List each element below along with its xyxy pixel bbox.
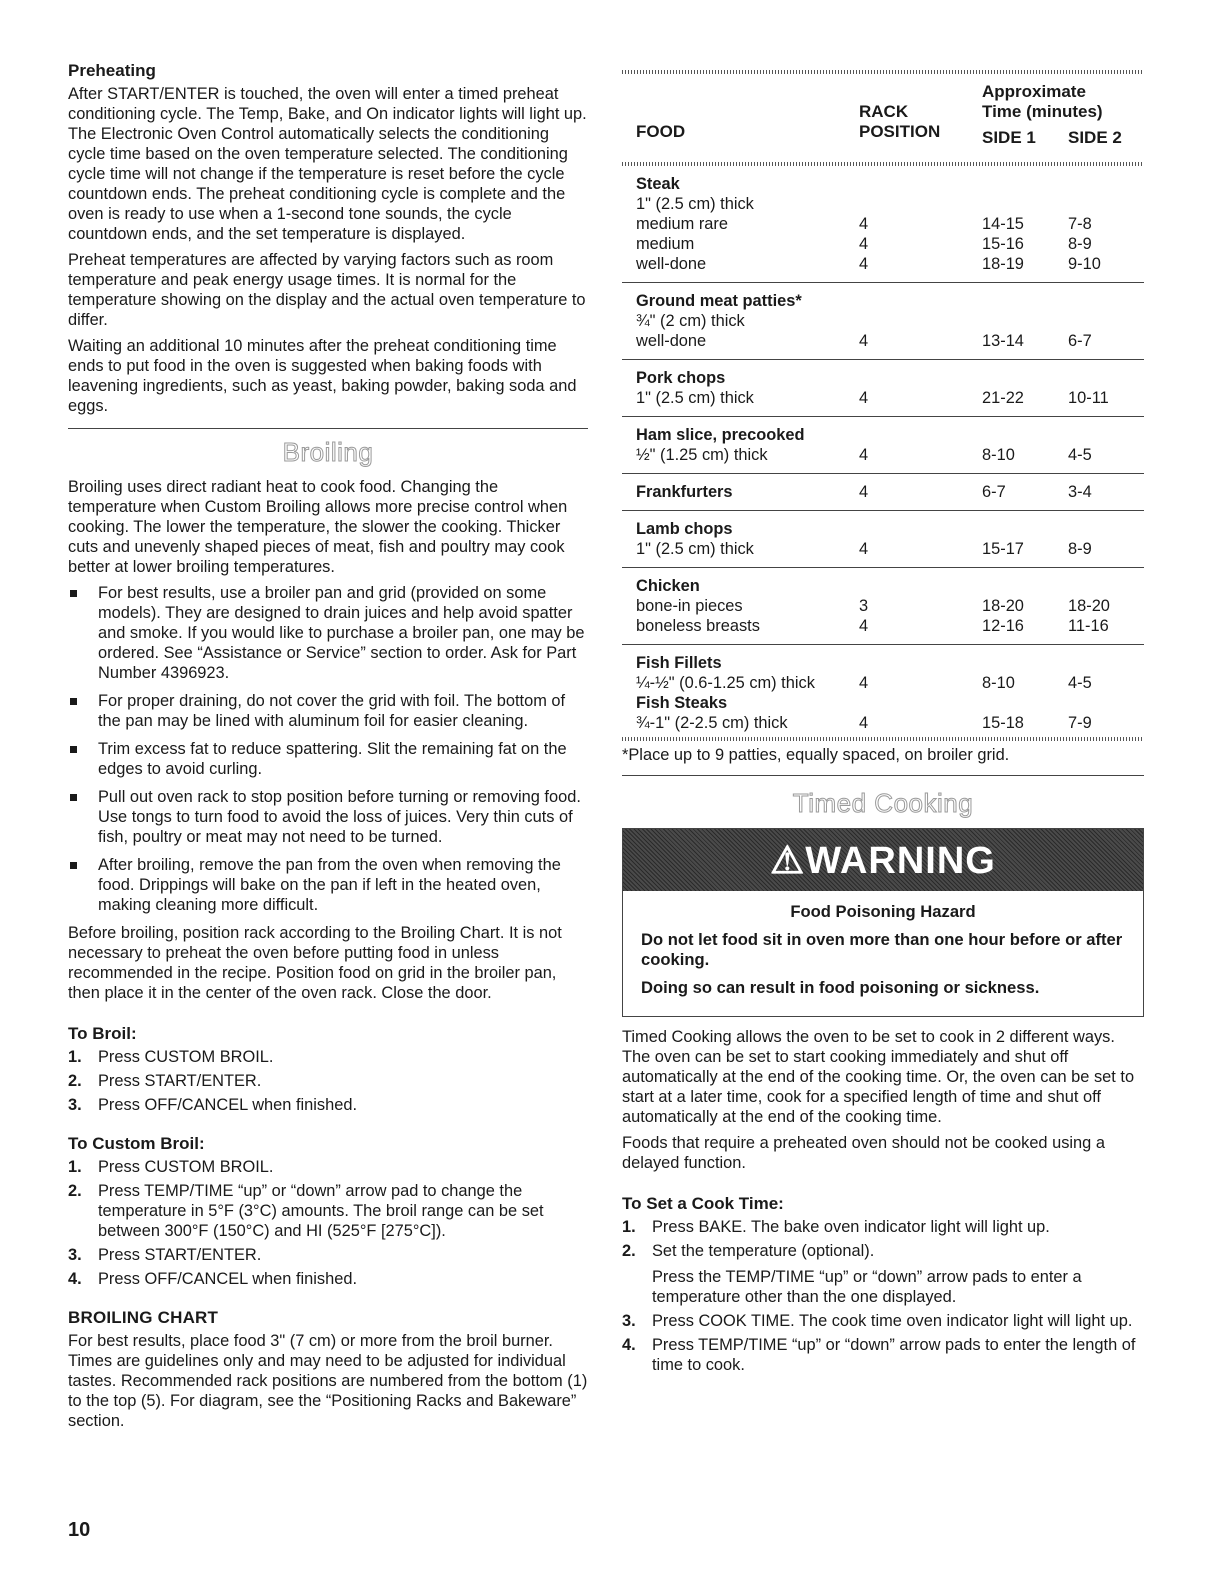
side1-cell: 12-16 <box>982 617 1024 635</box>
warning-line-2: Doing so can result in food poisoning or sickness. <box>641 978 1040 997</box>
side2-cell: 7-8 <box>1068 215 1092 233</box>
header-time-minutes: Time (minutes) <box>982 102 1103 121</box>
side1-cell: 8-10 <box>982 674 1015 692</box>
step-item <box>68 1047 588 1067</box>
step-text: Press TEMP/TIME “up” or “down” arrow pads to enter the length of time to cook. <box>652 1336 1136 1374</box>
food-cell: Lamb chops <box>636 520 733 538</box>
table-row <box>622 596 1144 616</box>
food-cell: Ground meat patties* <box>636 292 802 310</box>
list-item: For best results, use a broiler pan and grid (provided on some models). They are designed to drain juices and help avoid spatter and smoke. If you would like to purchase a broiler pan, one may be ordered. See “Assistance or Service” section to order. Ask for Part Number 4396923. <box>68 583 588 683</box>
set-cook-time-heading: To Set a Cook Time: <box>622 1194 784 1213</box>
food-cell: well-done <box>636 332 707 350</box>
food-cell: bone-in pieces <box>636 597 743 615</box>
side2-cell: 7-9 <box>1068 714 1092 732</box>
step-number: 2. <box>68 1182 82 1200</box>
table-row <box>622 653 1144 673</box>
food-cell: Pork chops <box>636 369 726 387</box>
table-row <box>622 713 1144 733</box>
preheating-paragraph-2: Preheat temperatures are affected by varying factors such as room temperature and peak energy usage times. It is normal for the temperature showing on the display and the actual oven temperature to differ. <box>68 251 586 329</box>
step-text: Press BAKE. The bake oven indicator light will light up. <box>652 1218 1050 1236</box>
step-number: 2. <box>622 1242 636 1260</box>
rack-cell: 4 <box>859 617 869 635</box>
preheating-paragraph-1: After START/ENTER is touched, the oven will enter a timed preheat conditioning cycle. The Temp, Bake, and On indicator lights will light up. The Electronic Oven Control automatically selects the conditioning cycle time based on the oven temperature selected. The conditioning cycle time will not change if the temperature is reset before the cycle countdown ends. The preheat conditioning cycle is complete and the oven is ready to use when a 1-second tone sounds, the cycle countdown ends, and the set temperature is displayed. <box>68 85 587 243</box>
broiling-table <box>622 70 1144 776</box>
side1-cell: 8-10 <box>982 446 1015 464</box>
step-item <box>622 1241 1144 1307</box>
table-row-group <box>622 166 1144 283</box>
side2-cell: 6-7 <box>1068 332 1092 350</box>
page-number: 10 <box>68 1519 91 1541</box>
side1-cell: 14-15 <box>982 215 1024 233</box>
side1-cell: 18-19 <box>982 255 1024 273</box>
food-cell: Fish Steaks <box>636 694 728 712</box>
timed-paragraph-2: Foods that require a preheated oven should not be cooked using a delayed function. <box>622 1134 1105 1172</box>
rack-cell: 4 <box>859 540 869 558</box>
table-row <box>622 254 1144 274</box>
food-cell: ¼-½" (0.6-1.25 cm) thick <box>636 674 815 692</box>
broiling-intro: Broiling uses direct radiant heat to cook food. Changing the temperature when Custom Broiling allows more precise control when cooking. The lower the temperature, the slower the cooking. Thicker cuts and unevenly shaped pieces of meat, fish and poultry may cook better at lower broiling temperatures. <box>68 478 568 576</box>
header-rack: RACK <box>859 102 909 121</box>
broiling-title: Broiling <box>282 437 374 467</box>
table-row <box>622 482 1144 502</box>
side2-cell: 4-5 <box>1068 674 1092 692</box>
step-text: Press TEMP/TIME “up” or “down” arrow pad to change the temperature in 5°F (3°C) amounts. The broil range can be set between 300°F (150°C) and HI (525°F [275°C]). <box>98 1182 544 1240</box>
food-cell: 1" (2.5 cm) thick <box>636 195 754 213</box>
header-side-2: SIDE 2 <box>1068 128 1122 147</box>
table-row <box>622 291 1144 311</box>
step-text: Press CUSTOM BROIL. <box>98 1158 274 1176</box>
food-cell: Chicken <box>636 577 700 595</box>
rack-cell: 3 <box>859 597 869 615</box>
food-cell: boneless breasts <box>636 617 760 635</box>
step-number: 1. <box>622 1218 636 1236</box>
step-text: Press OFF/CANCEL when finished. <box>98 1096 358 1114</box>
table-row-group <box>622 568 1144 645</box>
rack-cell: 4 <box>859 674 869 692</box>
side2-cell: 11-16 <box>1068 617 1109 635</box>
side2-cell: 18-20 <box>1068 597 1110 615</box>
step-item <box>68 1095 588 1115</box>
step-number: 4. <box>68 1270 82 1288</box>
step-text: Press START/ENTER. <box>98 1072 262 1090</box>
step-item <box>622 1311 1144 1331</box>
food-cell: Frankfurters <box>636 483 733 501</box>
side1-cell: 18-20 <box>982 597 1024 615</box>
header-approximate: Approximate <box>982 82 1086 101</box>
warning-line-1: Do not let food sit in oven more than one hour before or after cooking. <box>641 930 1123 969</box>
side1-cell: 13-14 <box>982 332 1024 350</box>
table-row <box>622 616 1144 636</box>
rack-cell: 4 <box>859 215 869 233</box>
side1-cell: 15-16 <box>982 235 1024 253</box>
table-body <box>622 166 1144 737</box>
food-cell: Fish Fillets <box>636 654 722 672</box>
timed-paragraph-1: Timed Cooking allows the oven to be set to cook in 2 different ways. The oven can be set to start cooking immediately and shut off automatically at the end of the cooking time. Or, the oven can be set to start at a later time, cook for a specified length of time and shut off automatically at the end of the cooking time. <box>622 1028 1135 1126</box>
side1-cell: 15-17 <box>982 540 1024 558</box>
step-subtext: Press the TEMP/TIME “up” or “down” arrow pads to enter a temperature other than the one displayed. <box>652 1268 1082 1306</box>
preheating-paragraph-3: Waiting an additional 10 minutes after the preheat conditioning time ends to put food in the oven is suggested when baking foods with leavening ingredients, such as yeast, baking powder, baking soda and eggs. <box>68 337 577 415</box>
left-column <box>68 60 588 1437</box>
to-custom-broil-heading: To Custom Broil: <box>68 1134 205 1153</box>
food-cell: Steak <box>636 175 680 193</box>
rack-cell: 4 <box>859 235 869 253</box>
table-row <box>622 214 1144 234</box>
list-item: For proper draining, do not cover the grid with foil. The bottom of the pan may be lined with aluminum foil for easier cleaning. <box>68 691 588 731</box>
rack-cell: 4 <box>859 483 869 501</box>
header-food: FOOD <box>636 122 686 141</box>
table-row-group <box>622 474 1144 511</box>
food-cell: medium <box>636 235 695 253</box>
warning-box <box>622 828 1144 1017</box>
food-cell: 1" (2.5 cm) thick <box>636 389 754 407</box>
step-item <box>68 1181 588 1241</box>
food-cell: medium rare <box>636 215 728 233</box>
step-number: 2. <box>68 1072 82 1090</box>
food-cell: 1" (2.5 cm) thick <box>636 540 754 558</box>
broiling-chart-heading: BROILING CHART <box>68 1308 219 1327</box>
side1-cell: 21-22 <box>982 389 1024 407</box>
step-item <box>68 1157 588 1177</box>
warning-title: Food Poisoning Hazard <box>790 902 976 921</box>
table-row <box>622 576 1144 596</box>
step-text: Press START/ENTER. <box>98 1246 262 1264</box>
list-item: Trim excess fat to reduce spattering. Slit the remaining fat on the edges to avoid curling. <box>68 739 588 779</box>
timed-cooking-title: Timed Cooking <box>792 788 974 818</box>
table-row <box>622 673 1144 693</box>
food-cell: well-done <box>636 255 707 273</box>
table-row <box>622 234 1144 254</box>
header-side-1: SIDE 1 <box>982 128 1036 147</box>
food-cell: ¾" (2 cm) thick <box>636 312 745 330</box>
divider <box>68 428 588 429</box>
to-broil-heading: To Broil: <box>68 1024 137 1043</box>
food-cell: ¾-1" (2-2.5 cm) thick <box>636 714 788 732</box>
side2-cell: 8-9 <box>1068 540 1092 558</box>
warning-label: ⚠WARNING <box>770 839 996 882</box>
step-item <box>68 1245 588 1265</box>
step-text: Press OFF/CANCEL when finished. <box>98 1270 358 1288</box>
rack-cell: 4 <box>859 389 869 407</box>
table-row <box>622 388 1144 408</box>
step-text: Press CUSTOM BROIL. <box>98 1048 274 1066</box>
side1-cell: 15-18 <box>982 714 1024 732</box>
table-row-group <box>622 511 1144 568</box>
table-row <box>622 519 1144 539</box>
side2-cell: 4-5 <box>1068 446 1092 464</box>
step-number: 1. <box>68 1158 82 1176</box>
table-row <box>622 194 1144 214</box>
table-row <box>622 693 1144 713</box>
step-item <box>68 1071 588 1091</box>
divider <box>622 775 1144 776</box>
step-text: Set the temperature (optional). <box>652 1242 875 1260</box>
step-item <box>68 1269 588 1289</box>
header-position: POSITION <box>859 122 941 141</box>
food-cell: ½" (1.25 cm) thick <box>636 446 768 464</box>
preheating-heading: Preheating <box>68 61 156 80</box>
table-row <box>622 539 1144 559</box>
side2-cell: 8-9 <box>1068 235 1092 253</box>
step-number: 3. <box>622 1312 636 1330</box>
broiling-before-paragraph: Before broiling, position rack according to the Broiling Chart. It is not necessary to preheat the oven before putting food in unless recommended in the recipe. Position food on grid in the broiler pan, then place it in the center of the oven rack. Close the door. <box>68 924 562 1002</box>
step-item <box>622 1335 1144 1375</box>
table-row <box>622 368 1144 388</box>
table-row <box>622 311 1144 331</box>
to-broil-steps <box>68 1047 588 1115</box>
table-header <box>622 74 1144 162</box>
table-bottom-border <box>622 737 1144 741</box>
table-row-group <box>622 283 1144 360</box>
table-row-group <box>622 360 1144 417</box>
rack-cell: 4 <box>859 332 869 350</box>
food-cell: Ham slice, precooked <box>636 426 805 444</box>
side2-cell: 9-10 <box>1068 255 1101 273</box>
table-row-group <box>622 645 1144 737</box>
broiling-chart-text: For best results, place food 3" (7 cm) or more from the broil burner. Times are guidelines only and may need to be adjusted for individual tastes. Recommended rack positions are numbered from the bottom (1) to the top (5). For diagram, see the “Positioning Racks and Bakeware” section. <box>68 1332 588 1430</box>
side2-cell: 3-4 <box>1068 483 1092 501</box>
table-row-group <box>622 417 1144 474</box>
step-number: 1. <box>68 1048 82 1066</box>
to-custom-broil-steps <box>68 1157 588 1289</box>
broiling-tips-list <box>68 583 588 915</box>
table-row <box>622 425 1144 445</box>
step-text: Press COOK TIME. The cook time oven indicator light will light up. <box>652 1312 1133 1330</box>
side2-cell: 10-11 <box>1068 389 1109 407</box>
set-cook-time-steps <box>622 1217 1144 1375</box>
step-item <box>622 1217 1144 1237</box>
step-number: 3. <box>68 1246 82 1264</box>
step-number: 4. <box>622 1336 636 1354</box>
step-number: 3. <box>68 1096 82 1114</box>
warning-body <box>623 891 1143 1016</box>
rack-cell: 4 <box>859 446 869 464</box>
table-row <box>622 174 1144 194</box>
rack-cell: 4 <box>859 714 869 732</box>
table-row <box>622 445 1144 465</box>
rack-cell: 4 <box>859 255 869 273</box>
list-item: After broiling, remove the pan from the oven when removing the food. Drippings will bake on the pan if left in the heated oven, making cleaning more difficult. <box>68 855 588 915</box>
table-row <box>622 331 1144 351</box>
side1-cell: 6-7 <box>982 483 1006 501</box>
warning-header <box>623 829 1143 891</box>
table-footnote: *Place up to 9 patties, equally spaced, on broiler grid. <box>622 746 1010 764</box>
right-column <box>622 70 1144 1379</box>
list-item: Pull out oven rack to stop position before turning or removing food. Use tongs to turn food to avoid the loss of juices. Very thin cuts of fish, poultry or meat may not need to be turned. <box>68 787 588 847</box>
